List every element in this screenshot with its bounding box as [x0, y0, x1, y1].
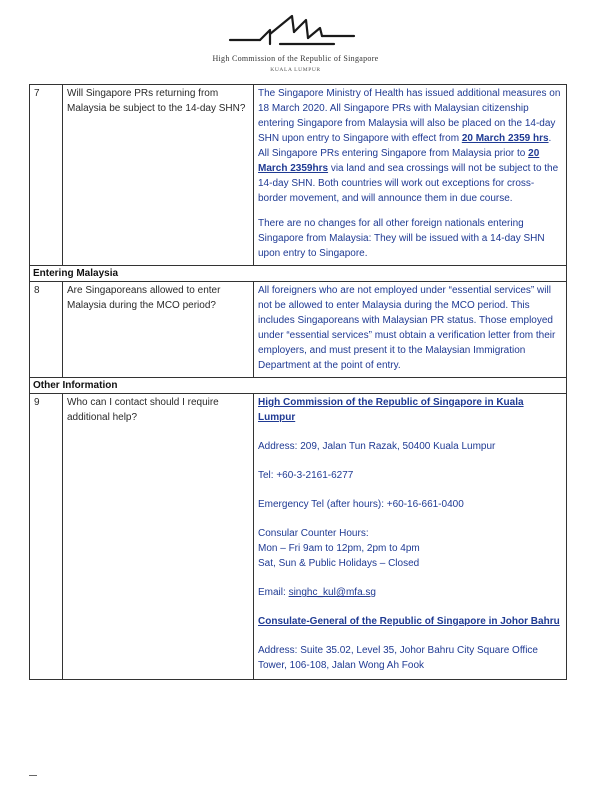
question-number: 9	[30, 394, 63, 680]
consular-hours-weekend: Sat, Sun & Public Holidays – Closed	[258, 558, 420, 569]
consulate-general-address: Address: Suite 35.02, Level 35, Johor Bahru City Square Office Tower, 106-108, Jalan Wong Ah Fook	[258, 645, 538, 671]
answer-paragraph: There are no changes for all other foreign nationals entering Singapore from Malaysia: They will be issued with a 14-day SHN upon entry to Singapore.	[258, 218, 545, 259]
email-label: Email:	[258, 587, 289, 598]
letterhead	[0, 0, 591, 82]
question-text: Will Singapore PRs returning from Malaysia be subject to the 14-day SHN?	[63, 85, 254, 266]
faq-row-7	[30, 85, 567, 266]
answer-paragraph: All foreigners who are not employed under “essential services” will not be allowed to enter Malaysia during the MCO period. This includes Singaporeans with Malaysian PR status. Those employed under “essential services” must obtain a verification letter from their employers, and must present it to the Malaysian Immigration Department at the point of entry.	[258, 285, 556, 371]
answer-cell	[254, 282, 567, 378]
email-link[interactable]: singhc_kul@mfa.sg	[288, 587, 376, 598]
high-commission-phone: Tel: +60-3-2161-6277	[258, 470, 354, 481]
high-commission-title: High Commission of the Republic of Singapore in Kuala Lumpur	[258, 397, 524, 423]
section-title: Entering Malaysia	[30, 266, 567, 282]
section-title: Other Information	[30, 378, 567, 394]
section-header-other-information	[30, 378, 567, 394]
answer-text: via land and sea crossings will not be subject to the 14-day SHN. Both countries will work out exceptions for cross-border movement, and will announce them in due course.	[258, 163, 559, 204]
consular-hours	[258, 526, 562, 571]
question-number: 8	[30, 282, 63, 378]
emergency-phone: Emergency Tel (after hours): +60-16-661-0400	[258, 499, 464, 510]
question-text: Who can I contact should I require additional help?	[63, 394, 254, 680]
answer-paragraph	[258, 86, 562, 206]
letterhead-city: KUALA LUMPUR	[270, 67, 321, 73]
consulate-general-title: Consulate-General of the Republic of Singapore in Johor Bahru	[258, 616, 560, 627]
consular-hours-title: Consular Counter Hours:	[258, 528, 369, 539]
contact-details-cell	[254, 394, 567, 680]
section-header-entering-malaysia	[30, 266, 567, 282]
consular-hours-weekday: Mon – Fri 9am to 12pm, 2pm to 4pm	[258, 543, 420, 554]
letterhead-org-name: High Commission of the Republic of Singapore	[212, 54, 379, 63]
effective-date: 20 March 2359 hrs	[461, 133, 549, 144]
email-line	[258, 585, 562, 600]
faq-row-8	[30, 282, 567, 378]
answer-text: . All Singapore PRs entering Singapore from Malaysia prior to	[258, 133, 552, 159]
faq-row-9	[30, 394, 567, 680]
page-edge-mark	[29, 775, 37, 776]
question-text: Are Singaporeans allowed to enter Malaysia during the MCO period?	[63, 282, 254, 378]
question-number: 7	[30, 85, 63, 266]
answer-text: The Singapore Ministry of Health has issued additional measures on 18 March 2020. All Singapore PRs with Malaysian citizenship entering Singapore from Malaysia will also be placed on the 14-day SHN upon entry to Singapore with effect from	[258, 88, 561, 144]
high-commission-logo	[222, 10, 372, 54]
faq-table	[29, 84, 567, 680]
cutoff-date: 20 March 2359hrs	[258, 148, 540, 174]
answer-cell	[254, 85, 567, 266]
high-commission-address: Address: 209, Jalan Tun Razak, 50400 Kuala Lumpur	[258, 441, 496, 452]
